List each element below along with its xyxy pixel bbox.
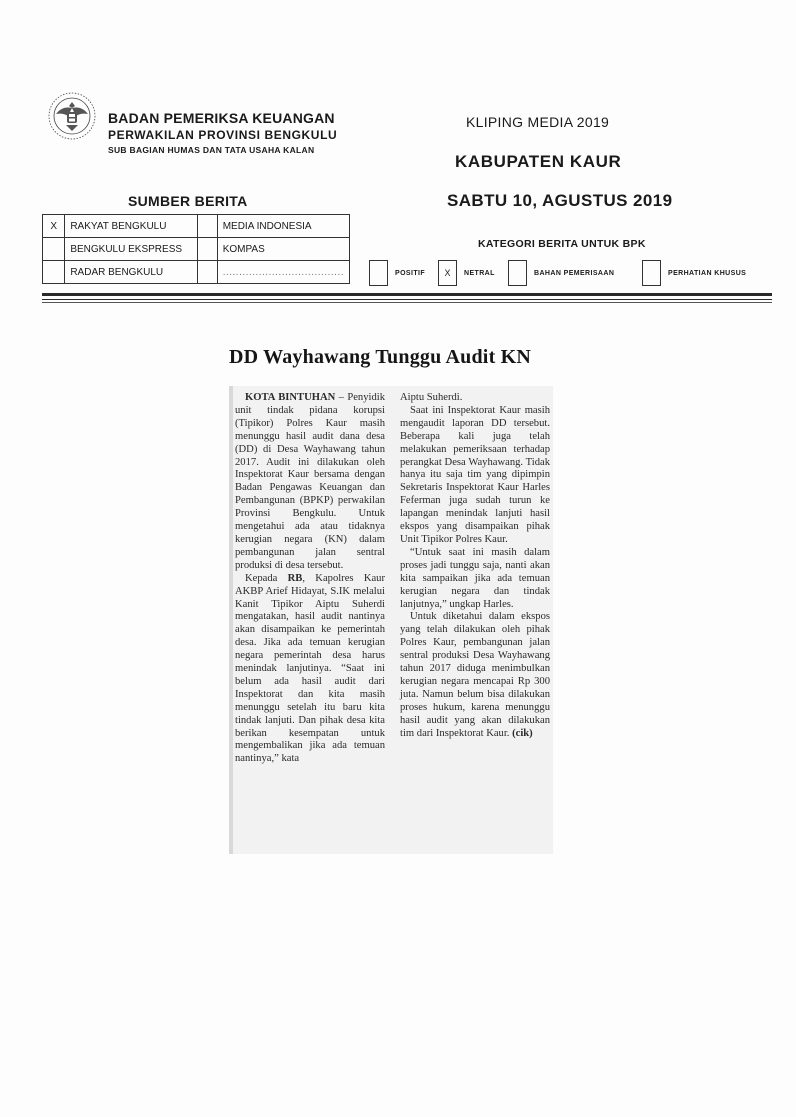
org-name: BADAN PEMERIKSA KEUANGAN	[108, 110, 335, 126]
source-name: KOMPAS	[217, 238, 349, 261]
category-perhatian-khusus	[642, 260, 746, 286]
category-bahan-pemerisaan	[508, 260, 614, 286]
kliping-title: KLIPING MEDIA 2019	[466, 114, 610, 130]
article-column-right	[400, 392, 550, 740]
organization-block	[108, 110, 337, 158]
category-label: PERHATIAN KHUSUS	[668, 269, 747, 277]
source-checkbox	[197, 261, 217, 284]
category-checkbox	[508, 260, 527, 286]
article-dateline: KOTA BINTUHAN	[245, 392, 336, 403]
category-checkbox	[642, 260, 661, 286]
category-netral	[438, 260, 495, 286]
source-checkbox: X	[43, 215, 65, 238]
garuda-emblem-icon	[42, 90, 102, 142]
article-paragraph	[235, 392, 385, 573]
clipping-date: SABTU 10, AGUSTUS 2019	[447, 191, 673, 210]
article-paragraph: “Untuk saat ini masih dalam proses jadi tunggu saja, nanti akan kita sampaikan jika ada temuan kerugian negara dan tindak lanjutnya,” ungkap Harles.	[400, 546, 550, 610]
table-row	[43, 215, 350, 238]
article-paragraph	[400, 611, 550, 740]
article-text: , Kapolres Kaur AKBP Arief Hidayat, S.IK melalui Kanit Tipikor Aiptu Suherdi mengatakan, hasil audit nantinya akan disampaikan ke pemerintah desa. Jika ada temuan kerugian negara pemerintah desa harus menindak lanjutinya. “Saat ini belum ada hasil audit dari Inspektorat dan kita masih menunggu setelah itu baru kita tindak lanjuti. Dan pihak desa kita berikan kesempatan untuk mengembalikan jika ada temuan nantinya,” kata	[235, 572, 385, 765]
divider	[42, 299, 772, 300]
article-paragraph	[235, 573, 385, 767]
article-text: Untuk diketahui dalam ekspos yang telah dilakukan oleh pihak Polres Kaur, pembangunan jalan sentral produksi Desa Wayhawang tahun 2017 diduga menimbulkan kerugian negara mencapai Rp 300 juta. Namun belum bisa dilakukan proses hukum, karena menunggu hasil audit yang akan dilakukan tim dari Inspektorat Kaur.	[400, 611, 550, 739]
source-checkbox	[43, 238, 65, 261]
org-unit: SUB BAGIAN HUMAS DAN TATA USAHA KALAN	[108, 145, 315, 155]
org-branch: PERWAKILAN PROVINSI BENGKULU	[108, 128, 338, 142]
source-name: RADAR BENGKULU	[65, 261, 197, 284]
article-column-left	[235, 392, 385, 766]
sumber-berita-title: SUMBER BERITA	[128, 193, 248, 209]
category-checkbox	[369, 260, 388, 286]
table-row	[43, 238, 350, 261]
sumber-berita-table	[42, 214, 350, 284]
article-signature: (cik)	[512, 727, 533, 739]
category-positif	[369, 260, 425, 286]
source-name: MEDIA INDONESIA	[217, 215, 349, 238]
category-label: BAHAN PEMERISAAN	[534, 269, 615, 277]
table-row	[43, 261, 350, 284]
source-name: BENGKULU EKSPRESS	[65, 238, 197, 261]
kabupaten-title: KABUPATEN KAUR	[455, 152, 622, 171]
article-text: – Penyidik unit tindak pidana korupsi (Tipikor) Polres Kaur masih menunggu hasil audit dana desa (DD) di Desa Wayhawang tahun 2017. Audit ini dilakukan oleh Inspektorat Kaur bersama dengan Badan Pengawas Keuangan dan Pembangunan (BPKP) perwakilan Provinsi Bengkulu. Untuk mengetahui ada atau tidaknya kerugian negara (KN) dalam pembangunan jalan sentral produksi di desa tersebut.	[235, 392, 385, 571]
clipping-edge	[229, 386, 233, 854]
article-paragraph: Saat ini Inspektorat Kaur masih mengaudit laporan DD tersebut. Beberapa kali juga telah melakukan pemeriksaan terhadap perangkat Desa Wayhawang. Tidak hanya itu saja tim yang dipimpin Sekretaris Inspektorat Kaur Harles Feferman juga sudah turun ke lapangan menindak lanjuti hasil ekspos yang disampaikan pihak Unit Tipikor Polres Kaur.	[400, 404, 550, 545]
source-checkbox	[43, 261, 65, 284]
article-headline: DD Wayhawang Tunggu Audit KN	[229, 346, 532, 368]
article-text-bold: RB	[287, 572, 303, 584]
source-checkbox	[197, 238, 217, 261]
article-paragraph: Aiptu Suherdi.	[400, 392, 463, 403]
source-blank-line: .....................................	[217, 261, 349, 284]
category-label: POSITIF	[395, 269, 426, 277]
category-label: NETRAL	[464, 269, 495, 277]
source-name: RAKYAT BENGKULU	[65, 215, 197, 238]
source-checkbox	[197, 215, 217, 238]
article-clipping	[229, 386, 553, 854]
article-text: Kepada	[245, 572, 288, 584]
divider	[42, 302, 772, 303]
category-checkbox: X	[438, 260, 457, 286]
kategori-title: KATEGORI BERITA UNTUK BPK	[478, 238, 646, 250]
divider	[42, 293, 772, 296]
